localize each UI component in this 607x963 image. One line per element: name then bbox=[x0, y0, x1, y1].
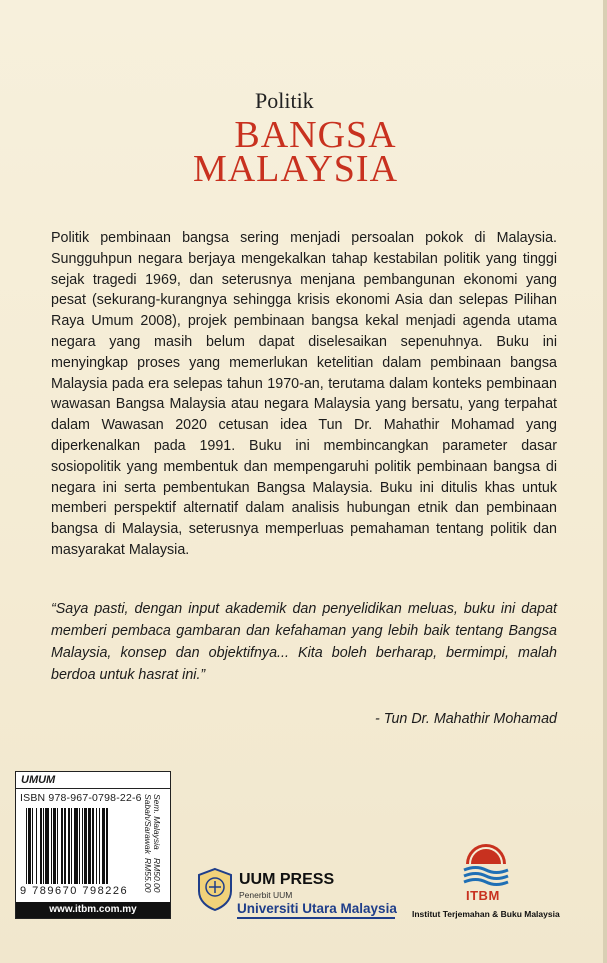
price-2: RM55.00 bbox=[143, 858, 153, 893]
itbm-logo-icon bbox=[460, 838, 512, 888]
uum-press-name: UUM PRESS bbox=[239, 871, 335, 888]
itbm-full-name: Institut Terjemahan & Buku Malaysia bbox=[412, 909, 560, 919]
title-bangsa: BANGSA bbox=[234, 114, 397, 156]
uum-university-name: Universiti Utara Malaysia bbox=[237, 901, 397, 916]
barcode-bars bbox=[26, 808, 140, 884]
price-1: RM50.00 bbox=[152, 858, 162, 893]
synopsis-paragraph: Politik pembinaan bangsa sering menjadi persoalan pokok di Malaysia. Sungguhpun negara berjaya mengekalkan tahap kestabilan politik yang tinggi sejak tragedi 1969, dan seterusnya menjana pembangunan ekonomi yang pesat (sekurang-kurangnya sehingga krisis ekonomi Asia dan selepas Pilihan Raya Umum 2008), projek pembinaan bangsa kekal menjadi agenda utama negara yang masih belum dapat diselesaikan sepenuhnya. Buku ini menyingkap proses yang memerlukan ketelitian dalam pembinaan bangsa Malaysia pada era selepas tahun 1970-an, terutama dalam konteks pembinaan wawasan Bangsa Malaysia atau negara Malaysia yang bersatu, yang terpahat dalam Wawasan 2020 cetusan idea Tun Dr. Mahathir Mohamad yang diperkenalkan pada 1991. Buku ini membincangkan parameter dasar sosiopolitik yang membentuk dan mempengaruhi politik pembinaan bangsa di negara ini serta pembentukan Bangsa Malaysia. Buku ini ditulis khas untuk memberi perspektif alternatif dalam analisis hubungan etnik dan pembinaan bangsa di Malaysia, seterusnya memperluas pemahaman tentang politik dan masyarakat Malaysia. bbox=[51, 230, 557, 558]
price-region-1: Sem. Malaysia bbox=[152, 794, 162, 850]
title-malaysia: MALAYSIA bbox=[192, 148, 399, 190]
category-label: UMUM bbox=[16, 772, 170, 789]
price-region-2: Sabah/Sarawak bbox=[143, 794, 153, 855]
website-url: www.itbm.com.my bbox=[16, 902, 170, 918]
quote-attribution: - Tun Dr. Mahathir Mohamad bbox=[375, 711, 557, 727]
barcode-label bbox=[15, 771, 171, 919]
uum-underline bbox=[237, 917, 395, 919]
uum-crest-icon bbox=[196, 867, 234, 911]
title-politik: Politik bbox=[255, 88, 314, 113]
barcode-digits: 9 789670 798226 bbox=[20, 885, 129, 897]
endorsement-quote: “Saya pasti, dengan input akademik dan penyelidikan meluas, buku ini dapat memberi pembaca gambaran dan kefahaman yang lebih baik tentang Bangsa Malaysia, konsep dan objektifnya... Kita boleh berharap, bermimpi, malah berdoa untuk hasrat ini.” bbox=[51, 601, 557, 683]
itbm-name: ITBM bbox=[466, 888, 500, 903]
isbn-text: ISBN 978-967-0798-22-6 bbox=[20, 792, 142, 804]
price-panel bbox=[144, 790, 170, 902]
uum-press-sub: Penerbit UUM bbox=[239, 890, 293, 900]
